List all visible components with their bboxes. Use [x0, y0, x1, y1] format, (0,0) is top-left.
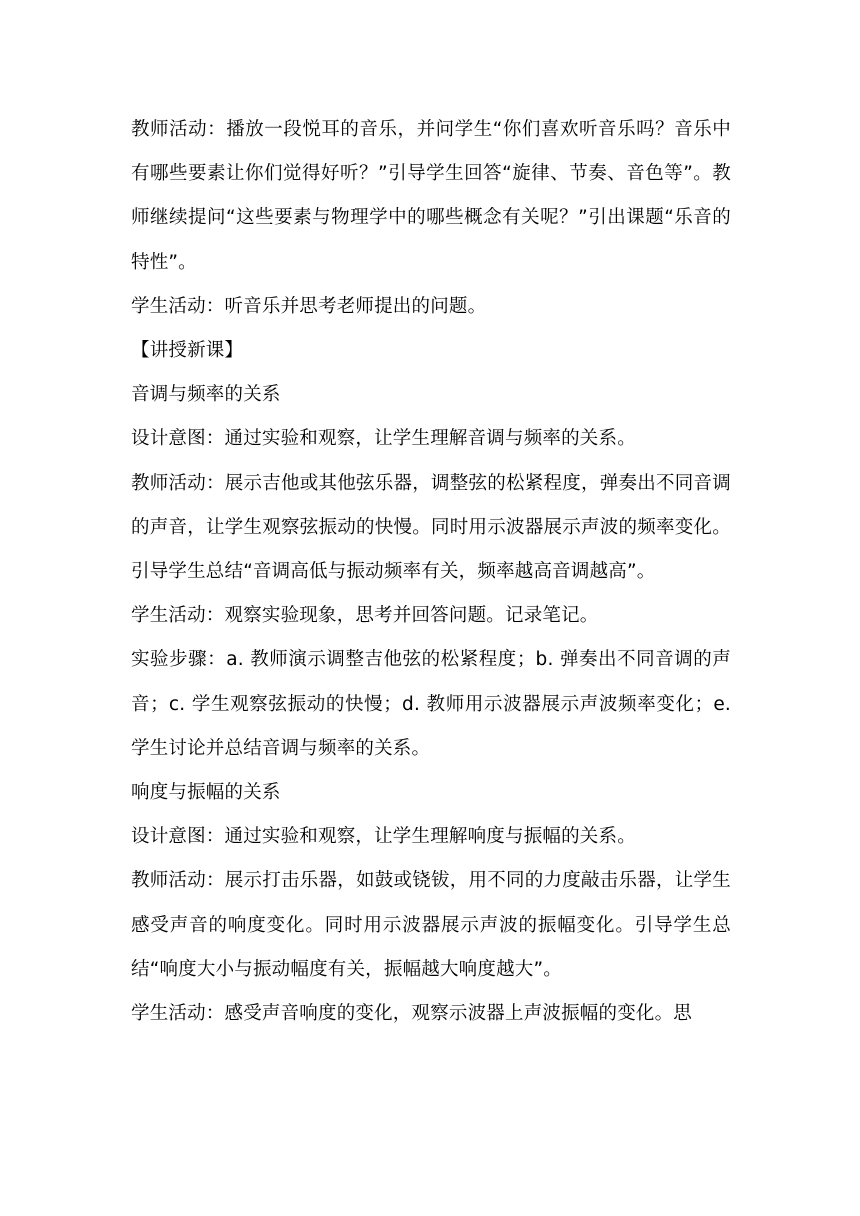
subheading-loudness-amplitude: 响度与振幅的关系 — [131, 782, 281, 804]
document-page — [131, 108, 731, 1036]
paragraph-loudness-design-intent: 设计意图：通过实验和观察，让学生理解响度与振幅的关系。 — [131, 826, 636, 848]
paragraph-loudness-teacher-activity: 教师活动：展示打击乐器，如鼓或铙钹，用不同的力度敲击乐器，让学生感受声音的响度变化。同时用示波器展示声波的振幅变化。引导学生总结“响度大小与振动幅度有关，振幅越大响度越大”。 — [131, 870, 731, 980]
paragraph-loudness-student-activity: 学生活动：感受声音响度的变化，观察示波器上声波振幅的变化。思 — [131, 1003, 693, 1025]
paragraph-pitch-experiment-steps: 实验步骤：a. 教师演示调整吉他弦的松紧程度；b. 弹奏出不同音调的声音；c. 学生观察弦振动的快慢；d. 教师用示波器展示声波频率变化；e. 学生讨论并总结音调与频率的关系。 — [131, 649, 731, 759]
subheading-pitch-frequency: 音调与频率的关系 — [131, 384, 281, 406]
paragraph-pitch-student-activity: 学生活动：观察实验现象，思考并回答问题。记录笔记。 — [131, 605, 599, 627]
section-heading-new-lesson: 【讲授新课】 — [131, 340, 244, 362]
paragraph-intro-teacher-activity: 教师活动：播放一段悦耳的音乐，并问学生“你们喜欢听音乐吗？音乐中有哪些要素让你们觉得好听？”引导学生回答“旋律、节奏、音色等”。教师继续提问“这些要素与物理学中的哪些概念有关呢？”引出课题“乐音的特性”。 — [131, 119, 731, 273]
paragraph-intro-student-activity: 学生活动：听音乐并思考老师提出的问题。 — [131, 295, 487, 317]
paragraph-pitch-teacher-activity: 教师活动：展示吉他或其他弦乐器，调整弦的松紧程度，弹奏出不同音调的声音，让学生观察弦振动的快慢。同时用示波器展示声波的频率变化。引导学生总结“音调高低与振动频率有关，频率越高音调越高”。 — [131, 472, 731, 583]
paragraph-pitch-design-intent: 设计意图：通过实验和观察，让学生理解音调与频率的关系。 — [131, 428, 636, 450]
